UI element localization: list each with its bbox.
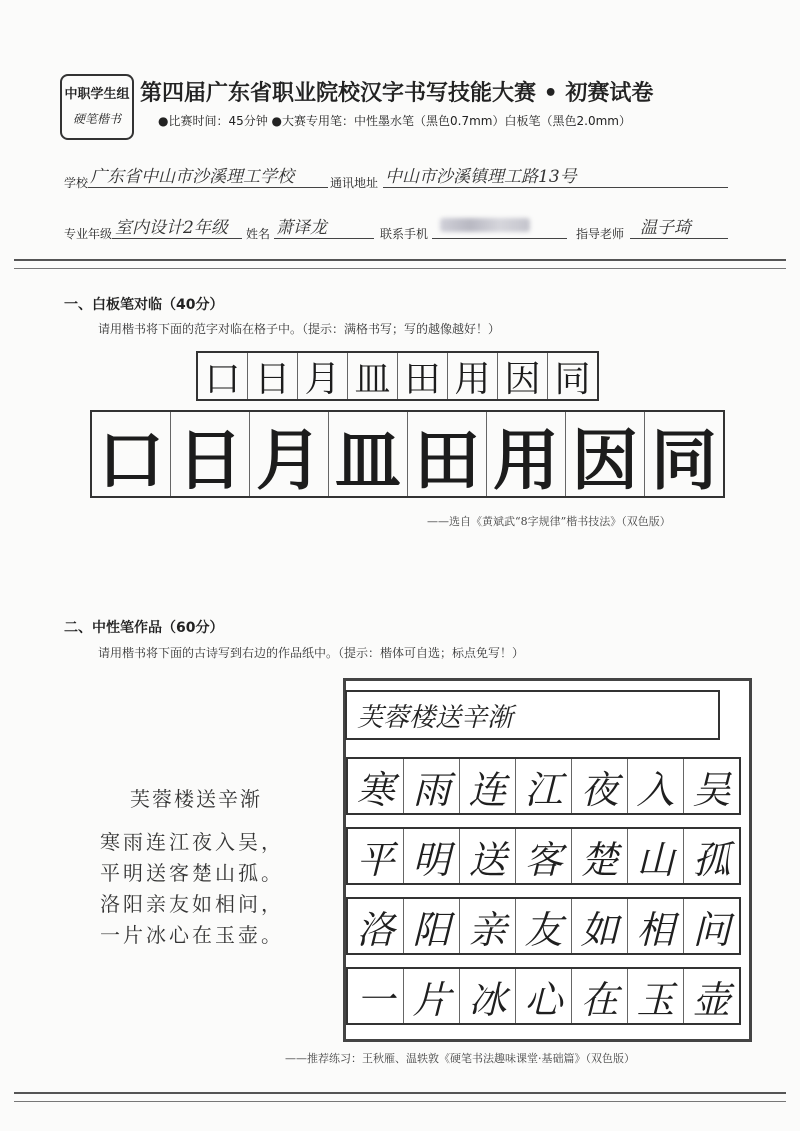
badge-line-1: 中职学生组 bbox=[64, 87, 130, 102]
name-label: 姓名 bbox=[246, 227, 271, 241]
poem-line: 一片冰心在玉壶。 bbox=[100, 923, 284, 947]
address-label: 通讯地址 bbox=[330, 176, 379, 190]
work-char[interactable]: 壶 bbox=[692, 977, 731, 1022]
copy-char[interactable]: 日 bbox=[171, 412, 250, 496]
copy-char[interactable]: 用 bbox=[487, 412, 566, 496]
model-char: 因 bbox=[498, 353, 548, 399]
major-value[interactable]: 室内设计2年级 bbox=[115, 218, 228, 238]
copy-char[interactable]: 因 bbox=[566, 412, 645, 496]
copy-char[interactable]: 田 bbox=[408, 412, 487, 496]
model-char: 田 bbox=[398, 353, 448, 399]
work-char[interactable]: 雨 bbox=[404, 759, 460, 813]
teacher-underline bbox=[630, 237, 728, 239]
work-char[interactable]: 阳 bbox=[404, 899, 460, 953]
school-value[interactable]: 广东省中山市沙溪理工学校 bbox=[90, 167, 294, 187]
address-underline bbox=[383, 186, 728, 188]
copy-char[interactable]: 同 bbox=[651, 421, 717, 499]
work-paper-row[interactable] bbox=[346, 967, 741, 1025]
work-char[interactable]: 友 bbox=[516, 899, 572, 953]
work-char[interactable]: 送 bbox=[460, 829, 516, 883]
work-paper-row[interactable] bbox=[346, 897, 741, 955]
school-label: 学校 bbox=[64, 176, 89, 190]
category-badge bbox=[60, 74, 134, 140]
section-2-instruction: 请用楷书将下面的古诗写到右边的作品纸中。（提示：楷体可自选；标点免写！） bbox=[98, 646, 525, 660]
poem-title: 芙蓉楼送辛渐 bbox=[130, 787, 262, 811]
section-1-source: ——选自《黄斌武“8字规律”楷书技法》（双色版） bbox=[427, 515, 671, 528]
name-value[interactable]: 萧译龙 bbox=[276, 218, 327, 238]
copy-char[interactable]: 月 bbox=[250, 412, 329, 496]
teacher-label: 指导老师 bbox=[576, 227, 625, 241]
work-char[interactable]: 连 bbox=[460, 759, 516, 813]
work-char[interactable]: 玉 bbox=[628, 969, 684, 1023]
copy-char[interactable]: 口 bbox=[92, 412, 171, 496]
work-char[interactable]: 寒 bbox=[348, 759, 404, 813]
work-char[interactable]: 问 bbox=[692, 907, 731, 952]
model-char: 用 bbox=[448, 353, 498, 399]
work-char[interactable]: 一 bbox=[348, 969, 404, 1023]
work-paper-row[interactable] bbox=[346, 757, 741, 815]
model-char: 皿 bbox=[348, 353, 398, 399]
school-underline bbox=[88, 186, 328, 188]
work-char[interactable]: 洛 bbox=[348, 899, 404, 953]
copy-char-grid[interactable] bbox=[90, 410, 725, 498]
model-char: 日 bbox=[248, 353, 298, 399]
bottom-divider bbox=[14, 1092, 786, 1102]
exam-info: ●比赛时间：45分钟 ●大赛专用笔：中性墨水笔（黑色0.7mm）白板笔（黑色2.0mm） bbox=[158, 114, 631, 128]
work-char[interactable]: 如 bbox=[572, 899, 628, 953]
section-1-heading: 一、白板笔对临（40分） bbox=[64, 297, 224, 313]
phone-underline bbox=[432, 237, 567, 239]
work-char[interactable]: 江 bbox=[516, 759, 572, 813]
work-char[interactable]: 平 bbox=[348, 829, 404, 883]
section-1-instruction: 请用楷书将下面的范字对临在格子中。（提示：满格书写；写的越像越好！） bbox=[98, 322, 501, 336]
work-char[interactable]: 相 bbox=[628, 899, 684, 953]
badge-line-2: 硬笔楷书 bbox=[72, 112, 121, 126]
work-paper-row[interactable] bbox=[346, 827, 741, 885]
phone-label: 联系手机 bbox=[380, 227, 429, 241]
poem-line: 洛阳亲友如相问， bbox=[100, 892, 284, 916]
poem-line: 平明送客楚山孤。 bbox=[100, 861, 284, 885]
teacher-value[interactable]: 温子琦 bbox=[640, 218, 691, 238]
model-char: 同 bbox=[554, 358, 591, 400]
copy-char[interactable]: 皿 bbox=[329, 412, 408, 496]
work-char[interactable]: 吴 bbox=[692, 767, 731, 812]
work-char[interactable]: 夜 bbox=[572, 759, 628, 813]
work-char[interactable]: 片 bbox=[404, 969, 460, 1023]
work-paper-title[interactable]: 芙蓉楼送辛渐 bbox=[345, 690, 720, 740]
address-value[interactable]: 中山市沙溪镇理工路13号 bbox=[385, 167, 577, 187]
work-char[interactable]: 客 bbox=[516, 829, 572, 883]
section-2-footer: ——推荐练习：王秋雁、温轶敦《硬笔书法趣味课堂·基础篇》（双色版） bbox=[285, 1052, 635, 1065]
divider bbox=[14, 259, 786, 269]
model-char-grid bbox=[196, 351, 599, 401]
name-underline bbox=[274, 237, 374, 239]
work-char[interactable]: 心 bbox=[516, 969, 572, 1023]
work-char[interactable]: 明 bbox=[404, 829, 460, 883]
poem-line: 寒雨连江夜入吴， bbox=[100, 830, 284, 854]
page-title: 第四届广东省职业院校汉字书写技能大赛 • 初赛试卷 bbox=[140, 81, 654, 106]
major-label: 专业年级 bbox=[64, 227, 113, 241]
model-char: 月 bbox=[298, 353, 348, 399]
section-2-heading: 二、中性笔作品（60分） bbox=[64, 620, 224, 636]
major-underline bbox=[112, 237, 242, 239]
work-char[interactable]: 亲 bbox=[460, 899, 516, 953]
work-char[interactable]: 冰 bbox=[460, 969, 516, 1023]
phone-redacted bbox=[440, 218, 530, 232]
work-char[interactable]: 山 bbox=[628, 829, 684, 883]
work-char[interactable]: 孤 bbox=[692, 837, 731, 882]
model-char: 口 bbox=[198, 353, 248, 399]
work-char[interactable]: 在 bbox=[572, 969, 628, 1023]
work-char[interactable]: 楚 bbox=[572, 829, 628, 883]
work-char[interactable]: 入 bbox=[628, 759, 684, 813]
